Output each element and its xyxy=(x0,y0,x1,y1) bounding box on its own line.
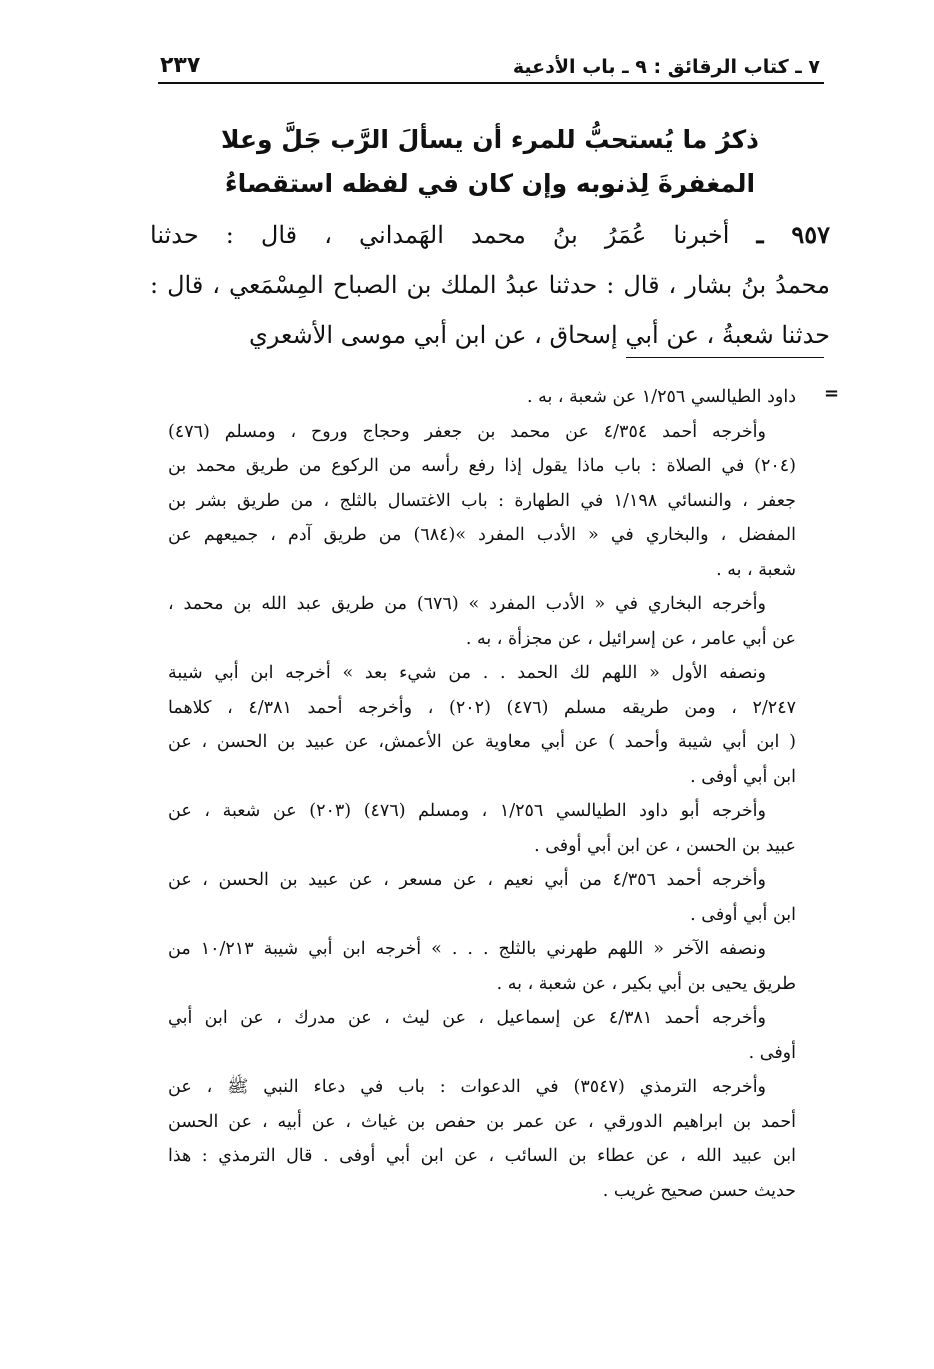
footnote-separator xyxy=(626,357,824,358)
footnote-line: داود الطيالسي ١/٢٥٦ عن شعبة ، به . xyxy=(526,387,796,407)
heading-line-2: المغفرةَ لِذنوبه وإن كان في لفظه استقصاءُ xyxy=(224,169,756,198)
hadith-text xyxy=(150,210,830,360)
footnote-line: وأخرجه البخاري في « الأدب المفرد » (٦٧٦) من طريق عبد الله بن محمد ، xyxy=(168,594,766,614)
footnote-line: ونصفه الأول « اللهم لك الحمد . . من شيء بعد » أخرجه ابن أبي شيبة xyxy=(168,663,766,683)
footnote-line: عن أبي عامر ، عن إسرائيل ، عن مجزأة ، به . xyxy=(465,628,796,649)
footnote-line: حديث حسن صحيح غريب . xyxy=(602,1180,796,1201)
page-number: ٢٣٧ xyxy=(160,53,201,78)
footnote-line: ابن أبي أوفى . xyxy=(690,904,796,925)
footnote-continuation-mark: = xyxy=(824,383,840,404)
footnote-line: ابن عبيد الله ، عن عطاء بن السائب ، عن ابن أبي أوفى . قال الترمذي : هذا xyxy=(168,1146,796,1166)
footnote-line: جعفر ، والنسائي ١/١٩٨ في الطهارة : باب الاغتسال بالثلج ، من طريق بشر بن xyxy=(168,490,796,511)
footnote-line: وأخرجه أحمد ٤/٣٥٤ عن محمد بن جعفر وحجاج وروح ، ومسلم (٤٧٦) xyxy=(168,421,766,442)
footnote-line: ٢/٢٤٧ ، ومن طريقه مسلم (٤٧٦) (٢٠٢) ، وأخرجه أحمد ٤/٣٨١ ، كلاهما xyxy=(168,697,796,718)
header-rule xyxy=(158,82,824,84)
footnote-line: وأخرجه أحمد ٤/٣٨١ عن إسماعيل ، عن ليث ، عن مدرك ، عن ابن أبي xyxy=(168,1008,766,1028)
footnote-line: المفضل ، والبخاري في « الأدب المفرد »(٦٨٤) من طريق آدم ، جميعهم عن xyxy=(168,525,796,545)
footnote-line: وأخرجه الترمذي (٣٥٤٧) في الدعوات : باب في دعاء النبي ﷺ ، عن xyxy=(168,1077,767,1097)
footnote-line: شعبة ، به . xyxy=(716,559,796,580)
hadith-line: حدثنا شعبةُ ، عن أبي إسحاق ، عن ابن أبي موسى الأشعري xyxy=(248,321,830,349)
footnote-line: أوفى . xyxy=(748,1042,796,1063)
chapter-title: ٧ ـ كتاب الرقائق : ٩ ـ باب الأدعية xyxy=(512,56,820,78)
hadith-line-text: أخبرنا عُمَرُ بنُ محمد الهَمداني ، قال : حدثنا xyxy=(150,221,730,249)
footnote-line: طريق يحيى بن أبي بكير ، عن شعبة ، به . xyxy=(496,973,796,994)
running-header xyxy=(160,44,820,78)
hadith-line: محمدُ بنُ بشار ، قال : حدثنا عبدُ الملك بن الصباح المِسْمَعي ، قال : xyxy=(150,271,830,299)
footnote-line: ابن أبي أوفى . xyxy=(690,766,796,787)
footnote-line: (٢٠٤) في الصلاة : باب ماذا يقول إذا رفع رأسه من الركوع من طريق محمد بن xyxy=(168,456,796,476)
hadith-number: ٩٥٧ ـ xyxy=(756,220,830,249)
section-heading xyxy=(150,118,830,206)
hadith-line xyxy=(150,210,830,260)
heading-line-1: ذكرُ ما يُستحبُّ للمرء أن يسألَ الرَّب جَلَّ وعلا xyxy=(221,125,759,154)
footnote-line: وأخرجه أبو داود الطيالسي ١/٢٥٦ ، ومسلم (٤٧٦) (٢٠٣) عن شعبة ، عن xyxy=(168,801,766,821)
footnote-line: أحمد بن ابراهيم الدورقي ، عن عمر بن حفص بن غياث ، عن أبيه ، عن الحسن xyxy=(168,1111,796,1132)
footnote-line: وأخرجه أحمد ٤/٣٥٦ من أبي نعيم ، عن مسعر ، عن عبيد بن الحسن ، عن xyxy=(168,870,766,890)
footnote-line: ونصفه الآخر « اللهم طهرني بالثلج . . . » أخرجه ابن أبي شيبة ١٠/٢١٣ من xyxy=(168,939,766,959)
footnote-line: عبيد بن الحسن ، عن ابن أبي أوفى . xyxy=(534,835,796,856)
footnotes xyxy=(168,380,796,1208)
footnote-line: ( ابن أبي شيبة وأحمد ) عن أبي معاوية عن الأعمش، عن عبيد بن الحسن ، عن xyxy=(168,732,796,752)
